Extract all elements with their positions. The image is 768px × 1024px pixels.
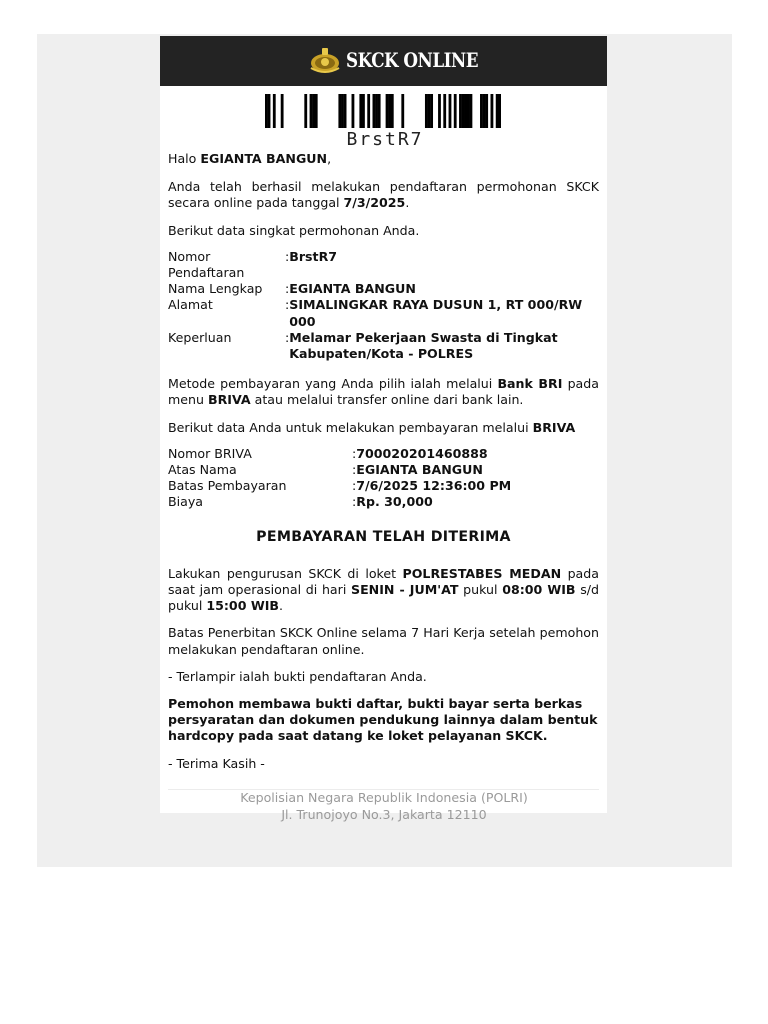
email-content xyxy=(168,151,599,772)
row-label: Batas Pembayaran xyxy=(168,478,287,494)
briva-number: 700020201460888 xyxy=(356,445,488,461)
row-label: Nomor BRIVA xyxy=(168,445,252,461)
barcode-bar xyxy=(391,94,394,128)
row-label: Alamat xyxy=(168,297,213,313)
barcode-bar xyxy=(491,94,494,128)
greeting-name: EGIANTA BANGUN xyxy=(200,151,328,166)
table-row: Alamat : SIMALINGKAR RAYA DUSUN 1, RT 000/RW 000 xyxy=(168,297,599,329)
barcode-bar xyxy=(373,94,376,128)
barcode-bar xyxy=(467,94,470,128)
row-value: Melamar Pekerjaan Swasta di Tingkat Kabupaten/Kota - POLRES xyxy=(289,329,558,362)
payment-menu: BRIVA xyxy=(207,392,251,408)
table-row: Batas Pembayaran : 7/6/2025 12:36:00 PM xyxy=(168,478,599,494)
barcode-bar xyxy=(401,94,404,128)
barcode-bar xyxy=(378,94,381,128)
payment-method-paragraph xyxy=(168,376,599,408)
barcode-bar xyxy=(362,94,365,128)
email-card xyxy=(160,36,607,813)
polri-emblem-icon xyxy=(308,46,342,74)
row-value: BrstR7 xyxy=(289,248,338,264)
table-row: Nama Lengkap : EGIANTA BANGUN xyxy=(168,281,599,297)
barcode-bar xyxy=(438,94,441,128)
barcode-bar xyxy=(483,94,486,128)
closing-text: - Terima Kasih - xyxy=(168,755,265,771)
attachment-note: - Terlampir ialah bukti pendaftaran Anda. xyxy=(168,668,427,684)
barcode-bar xyxy=(341,94,344,128)
barcode-bar xyxy=(462,94,465,128)
table-row: Atas Nama : EGIANTA BANGUN xyxy=(168,462,599,478)
barcode-code: BrstR7 xyxy=(346,129,424,150)
payment-intro-method: BRIVA xyxy=(532,419,576,435)
instr-text-4: s/d pukul xyxy=(168,582,599,614)
barcode-bar xyxy=(312,94,315,128)
instr-text-2: pada saat jam operasional di hari xyxy=(168,565,599,598)
payment-intro xyxy=(168,420,599,436)
barcode-bar xyxy=(430,94,433,128)
row-label: Nama Lengkap xyxy=(168,281,263,297)
deadline-note: Batas Penerbitan SKCK Online selama 7 Hari Kerja setelah pemohon melakukan pendaftaran online. xyxy=(168,625,599,657)
instr-text-5: . xyxy=(279,598,284,614)
pm-text-3: atau melalui transfer online dari bank lain. xyxy=(250,392,524,408)
office-end-time: 15:00 WIB xyxy=(206,598,280,614)
barcode-bar xyxy=(315,94,318,128)
applicant-table xyxy=(168,249,599,362)
account-name: EGIANTA BANGUN xyxy=(356,462,483,478)
barcode-bar xyxy=(470,94,473,128)
summary-intro: Berikut data singkat permohonan Anda. xyxy=(168,222,420,238)
intro-end: . xyxy=(405,195,410,211)
barcode-bar xyxy=(485,94,488,128)
row-value: SIMALINGKAR RAYA DUSUN 1, RT 000/RW 000 xyxy=(289,297,583,329)
greeting-prefix: Halo xyxy=(168,151,201,166)
row-label: Keperluan xyxy=(168,329,232,345)
barcode-bar xyxy=(344,94,347,128)
footer xyxy=(0,790,768,823)
greeting xyxy=(168,151,599,167)
barcode-bar xyxy=(265,94,268,128)
footer-address: Jl. Trunojoyo No.3, Jakarta 12110 xyxy=(281,806,487,822)
barcode-bar xyxy=(352,94,355,128)
pm-text-2: pada menu xyxy=(168,376,599,408)
table-row: Keperluan : Melamar Pekerjaan Swasta di Tingkat Kabupaten/Kota - POLRES xyxy=(168,330,599,362)
barcode-bar xyxy=(359,94,362,128)
footer-organization: Kepolisian Negara Republik Indonesia (POLRI) xyxy=(240,790,528,805)
bank-name: Bank BRI xyxy=(497,376,563,392)
registration-date: 7/3/2025 xyxy=(343,195,406,211)
header-banner xyxy=(160,36,607,86)
barcode-bar xyxy=(428,94,431,128)
barcode-bar xyxy=(480,94,483,128)
intro-paragraph xyxy=(168,179,599,211)
barcode-bar xyxy=(443,94,446,128)
payment-table xyxy=(168,446,599,511)
barcode-bar xyxy=(304,94,307,128)
barcode-bar xyxy=(498,94,501,128)
table-row: Nomor BRIVA : 700020201460888 xyxy=(168,446,599,462)
barcode-bar xyxy=(449,94,452,128)
barcode-bar xyxy=(496,94,499,128)
pm-text-1: Metode pembayaran yang Anda pilih ialah melalui xyxy=(168,376,498,392)
payment-intro-text: Berikut data Anda untuk melakukan pembayaran melalui xyxy=(168,419,533,435)
logo-text: SKCK ONLINE xyxy=(346,48,479,72)
barcode-bar xyxy=(281,94,284,128)
payment-deadline: 7/6/2025 12:36:00 PM xyxy=(356,478,512,494)
barcode-bar xyxy=(388,94,391,128)
barcode-bar xyxy=(268,94,271,128)
skck-logo xyxy=(308,45,500,75)
payment-fee: Rp. 30,000 xyxy=(356,494,433,510)
table-row: Nomor Pendaftaran : BrstR7 xyxy=(168,249,599,281)
barcode-bar xyxy=(454,94,457,128)
barcode xyxy=(265,94,501,128)
office-start-time: 08:00 WIB xyxy=(502,582,576,598)
barcode-bar xyxy=(459,94,462,128)
bring-documents-note: Pemohon membawa bukti daftar, bukti bayar serta berkas persyaratan dan dokumen pendukung lainnya dalam bentuk hardcopy pada saat datang ke loket pelayanan SKCK. xyxy=(168,696,598,744)
instructions-paragraph xyxy=(168,566,599,615)
row-value: EGIANTA BANGUN xyxy=(289,281,416,297)
office-days: SENIN - JUM'AT xyxy=(351,582,459,598)
barcode-bar xyxy=(273,94,276,128)
barcode-bar xyxy=(338,94,341,128)
row-label: Atas Nama xyxy=(168,462,237,478)
instr-text-3: pukul xyxy=(458,582,503,598)
barcode-bar xyxy=(386,94,389,128)
row-label: Biaya xyxy=(168,494,204,510)
row-label: Nomor Pendaftaran xyxy=(168,248,245,281)
barcode-bar xyxy=(464,94,467,128)
payment-status-heading: PEMBAYARAN TELAH DITERIMA xyxy=(256,528,511,545)
barcode-bar xyxy=(310,94,313,128)
intro-text: Anda telah berhasil melakukan pendaftaran permohonan SKCK secara online pada tanggal xyxy=(168,179,599,211)
office-name: POLRESTABES MEDAN xyxy=(402,565,562,581)
greeting-suffix: , xyxy=(327,151,332,166)
barcode-bar xyxy=(375,94,378,128)
instr-text-1: Lakukan pengurusan SKCK di loket xyxy=(168,565,403,581)
barcode-bar xyxy=(425,94,428,128)
table-row: Biaya : Rp. 30,000 xyxy=(168,494,599,510)
barcode-bar xyxy=(367,94,370,128)
